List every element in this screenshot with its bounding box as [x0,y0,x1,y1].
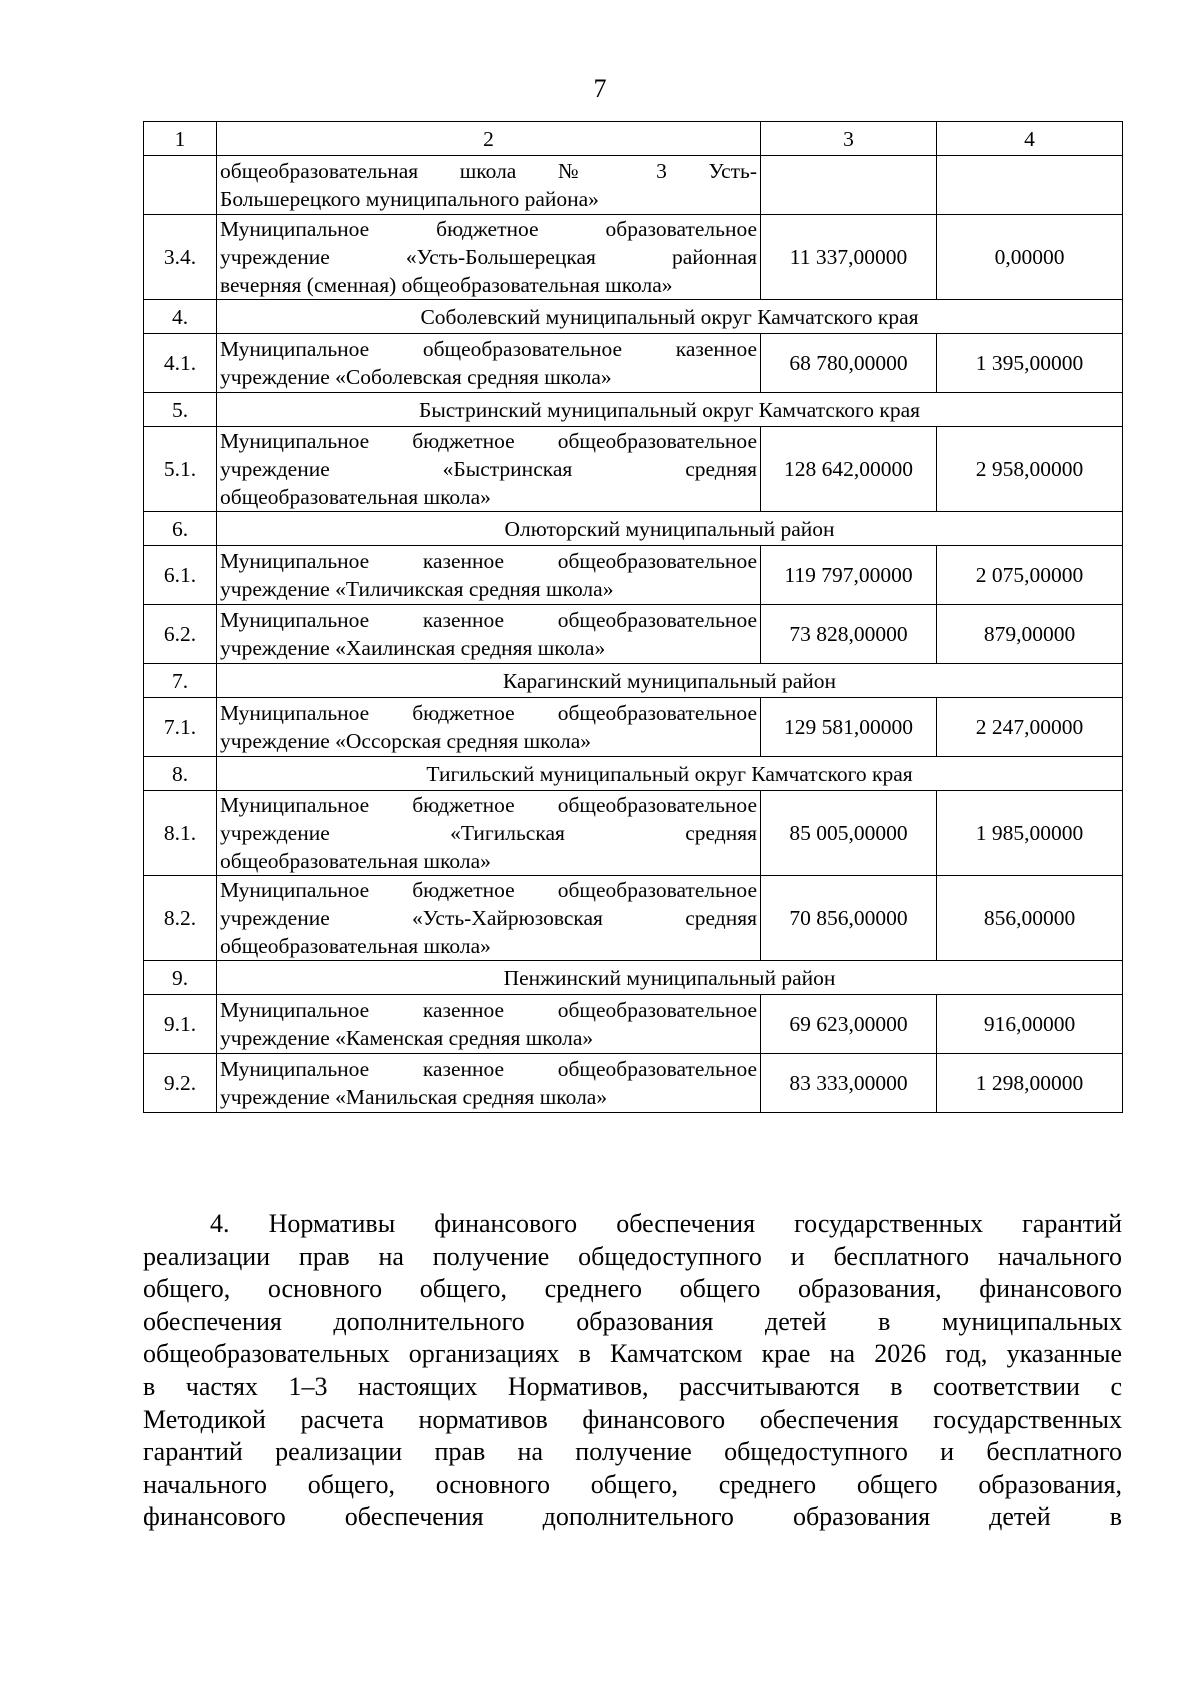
table-row [144,876,1123,961]
institution-name [217,1054,761,1113]
institution-name-line: Муниципальное бюджетное общеобразовательное [220,878,757,902]
table-row [144,546,1123,605]
region-row [144,300,1123,334]
institution-name-line: общеобразовательная школа» [220,485,491,509]
paragraph-line: гарантий реализации прав на получение общедоступного и бесплатного [143,1437,1122,1467]
institution-name [217,427,761,512]
table-row [144,791,1123,876]
row-number: 9.2. [144,1054,217,1113]
paragraph-line: в частях 1–3 настоящих Нормативов, рассчитываются в соответствии с [143,1371,1122,1401]
institution-name-line: Большерецкого муниципального района» [220,187,599,211]
normative-value-col3: 128 642,00000 [761,427,937,512]
institution-name [217,334,761,393]
section-4-paragraph [143,1208,1122,1534]
region-title: Карагинский муниципальный район [217,664,1123,698]
normative-value-col4 [937,156,1123,215]
normative-value-col4: 0,00000 [937,215,1123,300]
normative-value-col3 [761,156,937,215]
normative-value-col4: 2 958,00000 [937,427,1123,512]
institution-name-line: учреждение «Соболевская средняя школа» [220,365,612,389]
normative-value-col3: 70 856,00000 [761,876,937,961]
institution-name-line: Муниципальное общеобразовательное казенное [220,337,757,361]
institution-name-line: Муниципальное казенное общеобразовательное [220,998,757,1022]
institution-name-line: учреждение «Хаилинская средняя школа» [220,636,606,660]
institution-name [217,698,761,757]
normative-value-col4: 856,00000 [937,876,1123,961]
institution-name-line: учреждение «Оссорская средняя школа» [220,729,592,753]
financing-norms-table [143,121,1123,1113]
row-number: 6.1. [144,546,217,605]
table-header-row [144,122,1123,156]
normative-value-col4: 879,00000 [937,605,1123,664]
normative-value-col4: 1 395,00000 [937,334,1123,393]
normative-value-col3: 69 623,00000 [761,995,937,1054]
institution-name-line: Муниципальное бюджетное образовательное [220,217,757,241]
paragraph-line: общеобразовательных организациях в Камчатском крае на 2026 год, указанные [143,1339,1122,1369]
institution-name-line: Муниципальное бюджетное общеобразовательное [220,429,757,453]
institution-name-line: учреждение «Усть-Хайрюзовская средняя [220,906,757,930]
row-number: 8. [144,757,217,791]
table-row [144,215,1123,300]
institution-name-line: Муниципальное казенное общеобразовательное [220,608,757,632]
region-title: Пенжинский муниципальный район [217,961,1123,995]
normative-value-col3: 129 581,00000 [761,698,937,757]
header-cell: 3 [761,122,937,156]
table-row [144,334,1123,393]
paragraph-line: 4. Нормативы финансового обеспечения государственных гарантий [210,1209,1122,1238]
row-number: 4. [144,300,217,334]
institution-name [217,605,761,664]
institution-name-line: учреждение «Каменская средняя школа» [220,1026,594,1050]
institution-name [217,995,761,1054]
institution-name-line: учреждение «Тигильская средняя [220,821,757,845]
paragraph-line: общего, основного общего, среднего общего образования, финансового [143,1274,1122,1304]
normative-value-col4: 916,00000 [937,995,1123,1054]
table-row [144,698,1123,757]
paragraph-line: Методикой расчета нормативов финансового обеспечения государственных [143,1404,1122,1434]
normative-value-col4: 1 985,00000 [937,791,1123,876]
normative-value-col3: 85 005,00000 [761,791,937,876]
normative-value-col3: 68 780,00000 [761,334,937,393]
paragraph-line: финансового обеспечения дополнительного образования детей в [143,1502,1122,1532]
normative-value-col3: 83 333,00000 [761,1054,937,1113]
region-title: Быстринский муниципальный округ Камчатского края [217,393,1123,427]
region-row [144,961,1123,995]
institution-name [217,215,761,300]
institution-name-line: Муниципальное казенное общеобразовательное [220,1057,757,1081]
region-title: Тигильский муниципальный округ Камчатского края [217,757,1123,791]
table-row [144,605,1123,664]
row-number: 7. [144,664,217,698]
institution-name [217,156,761,215]
normative-value-col3: 73 828,00000 [761,605,937,664]
table-row [144,995,1123,1054]
normative-value-col3: 119 797,00000 [761,546,937,605]
normative-value-col4: 2 247,00000 [937,698,1123,757]
row-number: 6. [144,512,217,546]
paragraph-line: обеспечения дополнительного образования детей в муниципальных [143,1306,1122,1336]
paragraph-line: начального общего, основного общего, среднего общего образования, [143,1469,1122,1499]
row-number: 9. [144,961,217,995]
region-title: Соболевский муниципальный округ Камчатского края [217,300,1123,334]
region-row [144,664,1123,698]
row-number: 6.2. [144,605,217,664]
region-title: Олюторский муниципальный район [217,512,1123,546]
row-number: 8.1. [144,791,217,876]
institution-name-line: учреждение «Усть-Большерецкая районная [220,245,757,269]
institution-name-line: Муниципальное бюджетное общеобразовательное [220,793,757,817]
region-row [144,757,1123,791]
table-row [144,427,1123,512]
institution-name-line: общеобразовательная школа» [220,849,491,873]
row-number: 8.2. [144,876,217,961]
institution-name-line: вечерняя (сменная) общеобразовательная школа» [220,273,673,297]
row-number: 9.1. [144,995,217,1054]
row-number: 7.1. [144,698,217,757]
institution-name-line: учреждение «Быстринская средняя [220,457,757,481]
normative-value-col4: 1 298,00000 [937,1054,1123,1113]
row-number: 5. [144,393,217,427]
header-cell: 2 [217,122,761,156]
paragraph-line: реализации прав на получение общедоступного и бесплатного начального [143,1241,1122,1271]
header-cell: 4 [937,122,1123,156]
institution-name-line: учреждение «Манильская средняя школа» [220,1085,608,1109]
institution-name-line: общеобразовательная школа № 3 Усть- [220,159,757,183]
row-number: 4.1. [144,334,217,393]
row-number: 3.4. [144,215,217,300]
table-row [144,1054,1123,1113]
institution-name [217,876,761,961]
row-number: 5.1. [144,427,217,512]
institution-name-line: учреждение «Тиличикская средняя школа» [220,577,614,601]
institution-name-line: общеобразовательная школа» [220,934,491,958]
institution-name [217,546,761,605]
page-number: 7 [593,74,607,103]
institution-name-line: Муниципальное бюджетное общеобразовательное [220,701,757,725]
normative-value-col4: 2 075,00000 [937,546,1123,605]
institution-name [217,791,761,876]
institution-name-line: Муниципальное казенное общеобразовательное [220,549,757,573]
row-number [144,156,217,215]
region-row [144,393,1123,427]
table-row [144,156,1123,215]
normative-value-col3: 11 337,00000 [761,215,937,300]
region-row [144,512,1123,546]
header-cell: 1 [144,122,217,156]
